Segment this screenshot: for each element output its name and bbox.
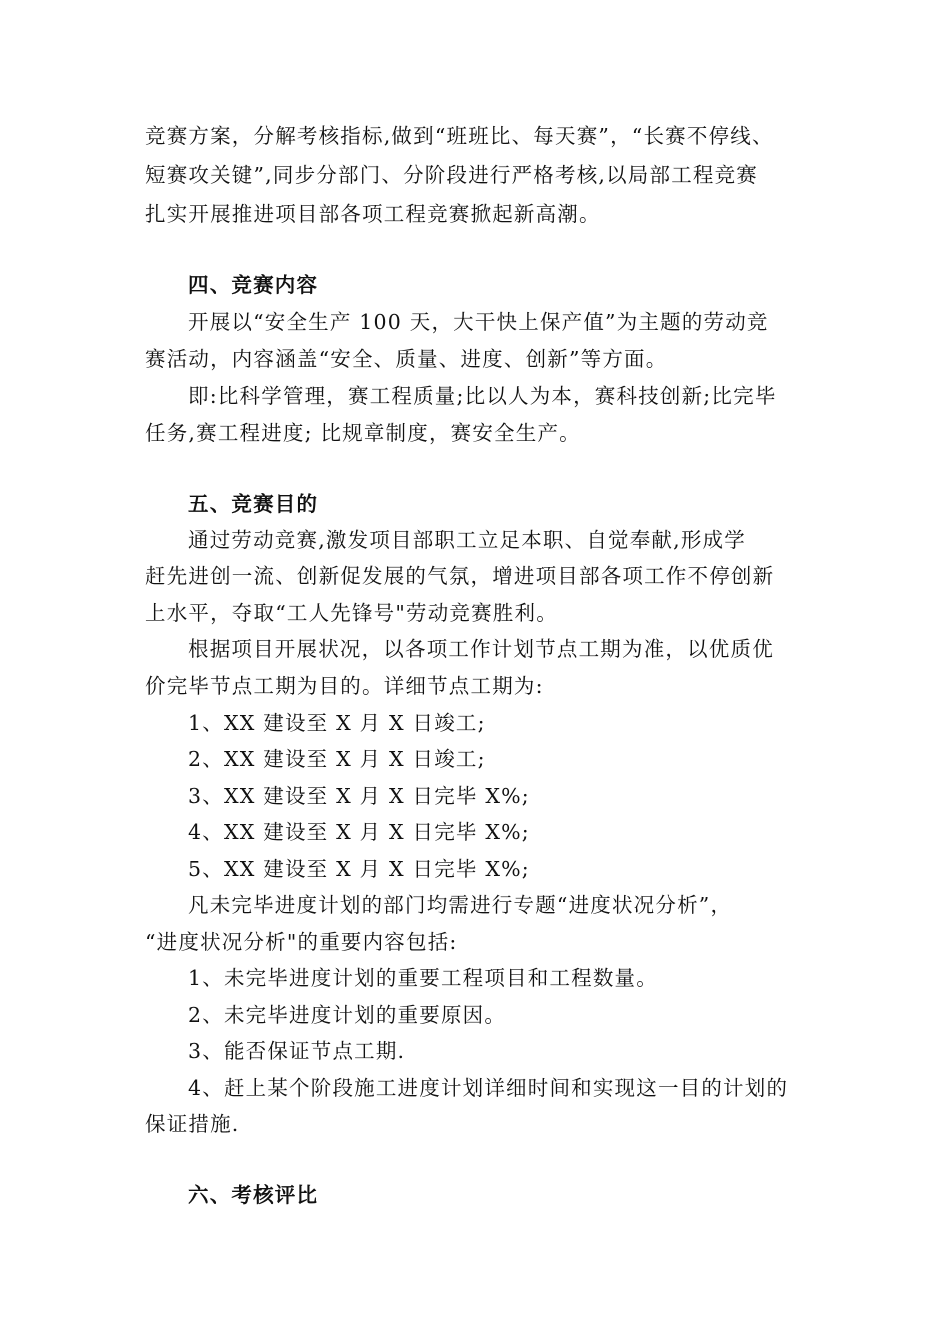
section-5-item-4: 4、XX 建设至 X 月 X 日完毕 X%;: [188, 820, 530, 844]
section-5-line-1: 通过劳动竞赛,激发项目部职工立足本职、自觉奉献,形成学: [188, 528, 746, 552]
section-5-line-6: 凡未完毕进度计划的部门均需进行专题“进度状况分析”，: [188, 893, 733, 917]
section-5-item-5: 5、XX 建设至 X 月 X 日完毕 X%;: [188, 857, 530, 881]
analysis-item-4: 4、赶上某个阶段施工进度计划详细时间和实现这一目的计划的: [188, 1076, 789, 1100]
section-5-line-4: 根据项目开展状况，以各项工作计划节点工期为准，以优质优: [188, 637, 774, 661]
section-5-item-2: 2、XX 建设至 X 月 X 日竣工;: [188, 747, 486, 771]
section-5-line-2: 赶先进创一流、创新促发展的气氛，增进项目部各项工作不停创新: [145, 564, 775, 588]
section-4-line-2: 赛活动，内容涵盖“安全、质量、进度、创新”等方面。: [145, 347, 668, 371]
section-5-item-1: 1、XX 建设至 X 月 X 日竣工;: [188, 711, 486, 735]
section-5-line-5: 价完毕节点工期为目的。详细节点工期为:: [145, 674, 544, 698]
analysis-item-1: 1、未完毕进度计划的重要工程项目和工程数量。: [188, 966, 658, 990]
analysis-item-4-cont: 保证措施.: [145, 1112, 240, 1136]
section-4-line-4: 任务,赛工程进度; 比规章制度，赛安全生产。: [145, 421, 581, 445]
section-5-item-3: 3、XX 建设至 X 月 X 日完毕 X%;: [188, 784, 530, 808]
section-4-line-1: 开展以“安全生产 100 天，大干快上保产值”为主题的劳动竞: [188, 310, 769, 334]
section-6-heading: 六、考核评比: [188, 1183, 319, 1207]
section-5-line-3: 上水平，夺取“工人先锋号"劳动竞赛胜利。: [145, 601, 558, 625]
section-5-heading: 五、竞赛目的: [188, 492, 319, 516]
section-4-heading: 四、竞赛内容: [188, 273, 319, 297]
intro-line-3: 扎实开展推进项目部各项工程竞赛掀起新高潮。: [145, 202, 601, 226]
intro-line-2: 短赛攻关键”,同步分部门、分阶段进行严格考核,以局部工程竞赛: [145, 163, 759, 187]
analysis-item-3: 3、能否保证节点工期.: [188, 1039, 406, 1063]
analysis-item-2: 2、未完毕进度计划的重要原因。: [188, 1003, 507, 1027]
section-4-line-3: 即:比科学管理，赛工程质量;比以人为本，赛科技创新;比完毕: [188, 384, 777, 408]
intro-line-1: 竞赛方案，分解考核指标,做到“班班比、每天赛”，“长赛不停线、: [145, 124, 774, 148]
section-5-line-7: “进度状况分析"的重要内容包括:: [145, 930, 458, 954]
